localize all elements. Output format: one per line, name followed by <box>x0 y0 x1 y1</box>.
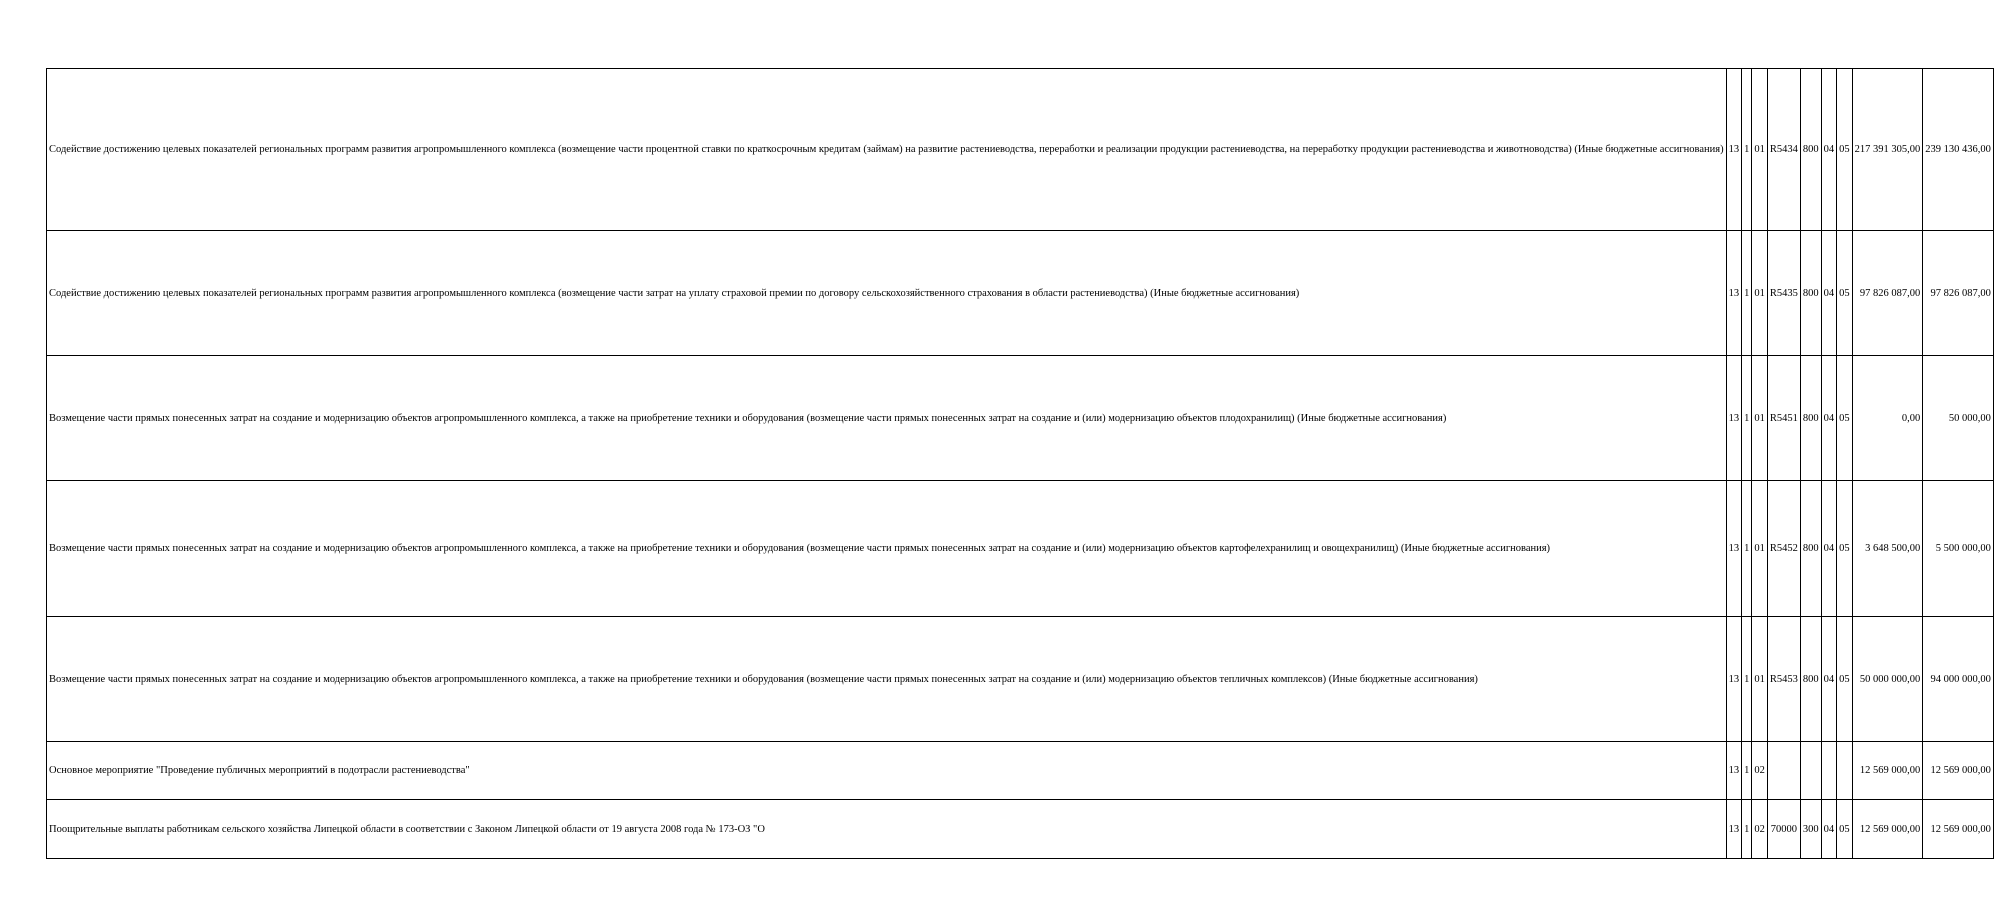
program-code: 13 <box>1726 617 1742 742</box>
table-row <box>47 69 1994 231</box>
row-description: Возмещение части прямых понесенных затрат на создание и модернизацию объектов агропромышленного комплекса, а также на приобретение техники и оборудования (возмещение части прямых понесенных затрат на создание и (или) модернизацию объектов картофелехранилищ и овощехранилищ) (Иные бюджетные ассигнования) <box>47 481 1727 617</box>
amount-year-1: 12 569 000,00 <box>1852 800 1923 859</box>
event-code: 02 <box>1752 742 1768 800</box>
event-code: 02 <box>1752 800 1768 859</box>
direction-code <box>1767 742 1800 800</box>
expense-type-code: 800 <box>1800 617 1821 742</box>
direction-code: R5452 <box>1767 481 1800 617</box>
direction-code: R5434 <box>1767 69 1800 231</box>
row-description: Поощрительные выплаты работникам сельского хозяйства Липецкой области в соответствии с Законом Липецкой области от 19 августа 2008 года № 173-ОЗ "О <box>47 800 1727 859</box>
table-row <box>47 800 1994 859</box>
direction-code: R5453 <box>1767 617 1800 742</box>
table-row <box>47 356 1994 481</box>
program-code: 13 <box>1726 231 1742 356</box>
expense-type-code <box>1800 742 1821 800</box>
section-code: 04 <box>1821 356 1837 481</box>
section-code: 04 <box>1821 231 1837 356</box>
subprogram-code: 1 <box>1742 231 1752 356</box>
amount-year-1: 12 569 000,00 <box>1852 742 1923 800</box>
subprogram-code: 1 <box>1742 69 1752 231</box>
subprogram-code: 1 <box>1742 356 1752 481</box>
program-code: 13 <box>1726 800 1742 859</box>
amount-year-2: 97 826 087,00 <box>1923 231 1994 356</box>
expense-type-code: 800 <box>1800 69 1821 231</box>
direction-code: R5451 <box>1767 356 1800 481</box>
section-code <box>1821 742 1837 800</box>
section-code: 04 <box>1821 69 1837 231</box>
amount-year-1: 97 826 087,00 <box>1852 231 1923 356</box>
subsection-code: 05 <box>1837 69 1853 231</box>
subsection-code: 05 <box>1837 800 1853 859</box>
subprogram-code: 1 <box>1742 742 1752 800</box>
table-row <box>47 742 1994 800</box>
amount-year-1: 0,00 <box>1852 356 1923 481</box>
program-code: 13 <box>1726 69 1742 231</box>
row-description: Основное мероприятие "Проведение публичных мероприятий в подотрасли растениеводства" <box>47 742 1727 800</box>
table-row <box>47 231 1994 356</box>
event-code: 01 <box>1752 617 1768 742</box>
row-description: Возмещение части прямых понесенных затрат на создание и модернизацию объектов агропромышленного комплекса, а также на приобретение техники и оборудования (возмещение части прямых понесенных затрат на создание и (или) модернизацию объектов тепличных комплексов) (Иные бюджетные ассигнования) <box>47 617 1727 742</box>
event-code: 01 <box>1752 356 1768 481</box>
subsection-code: 05 <box>1837 356 1853 481</box>
row-description: Содействие достижению целевых показателей региональных программ развития агропромышленного комплекса (возмещение части затрат на уплату страховой премии по договору сельскохозяйственного страхования в области растениеводства) (Иные бюджетные ассигнования) <box>47 231 1727 356</box>
event-code: 01 <box>1752 481 1768 617</box>
expense-type-code: 800 <box>1800 231 1821 356</box>
section-code: 04 <box>1821 481 1837 617</box>
amount-year-1: 3 648 500,00 <box>1852 481 1923 617</box>
expense-type-code: 800 <box>1800 481 1821 617</box>
amount-year-1: 50 000 000,00 <box>1852 617 1923 742</box>
amount-year-2: 50 000,00 <box>1923 356 1994 481</box>
subprogram-code: 1 <box>1742 481 1752 617</box>
event-code: 01 <box>1752 69 1768 231</box>
subprogram-code: 1 <box>1742 800 1752 859</box>
amount-year-2: 5 500 000,00 <box>1923 481 1994 617</box>
subsection-code: 05 <box>1837 617 1853 742</box>
direction-code: 70000 <box>1767 800 1800 859</box>
expense-type-code: 300 <box>1800 800 1821 859</box>
row-description: Содействие достижению целевых показателей региональных программ развития агропромышленного комплекса (возмещение части процентной ставки по краткосрочным кредитам (займам) на развитие растениеводства, переработки и реализации продукции растениеводства, на переработку продукции растениеводства и животноводства) (Иные бюджетные ассигнования) <box>47 69 1727 231</box>
amount-year-2: 12 569 000,00 <box>1923 742 1994 800</box>
expense-type-code: 800 <box>1800 356 1821 481</box>
program-code: 13 <box>1726 481 1742 617</box>
program-code: 13 <box>1726 742 1742 800</box>
table-row <box>47 617 1994 742</box>
amount-year-1: 217 391 305,00 <box>1852 69 1923 231</box>
row-description: Возмещение части прямых понесенных затрат на создание и модернизацию объектов агропромышленного комплекса, а также на приобретение техники и оборудования (возмещение части прямых понесенных затрат на создание и (или) модернизацию объектов плодохранилищ) (Иные бюджетные ассигнования) <box>47 356 1727 481</box>
table-row <box>47 481 1994 617</box>
section-code: 04 <box>1821 800 1837 859</box>
event-code: 01 <box>1752 231 1768 356</box>
subsection-code <box>1837 742 1853 800</box>
program-code: 13 <box>1726 356 1742 481</box>
amount-year-2: 12 569 000,00 <box>1923 800 1994 859</box>
subprogram-code: 1 <box>1742 617 1752 742</box>
subsection-code: 05 <box>1837 481 1853 617</box>
amount-year-2: 94 000 000,00 <box>1923 617 1994 742</box>
subsection-code: 05 <box>1837 231 1853 356</box>
section-code: 04 <box>1821 617 1837 742</box>
direction-code: R5435 <box>1767 231 1800 356</box>
budget-table <box>46 68 1994 859</box>
amount-year-2: 239 130 436,00 <box>1923 69 1994 231</box>
